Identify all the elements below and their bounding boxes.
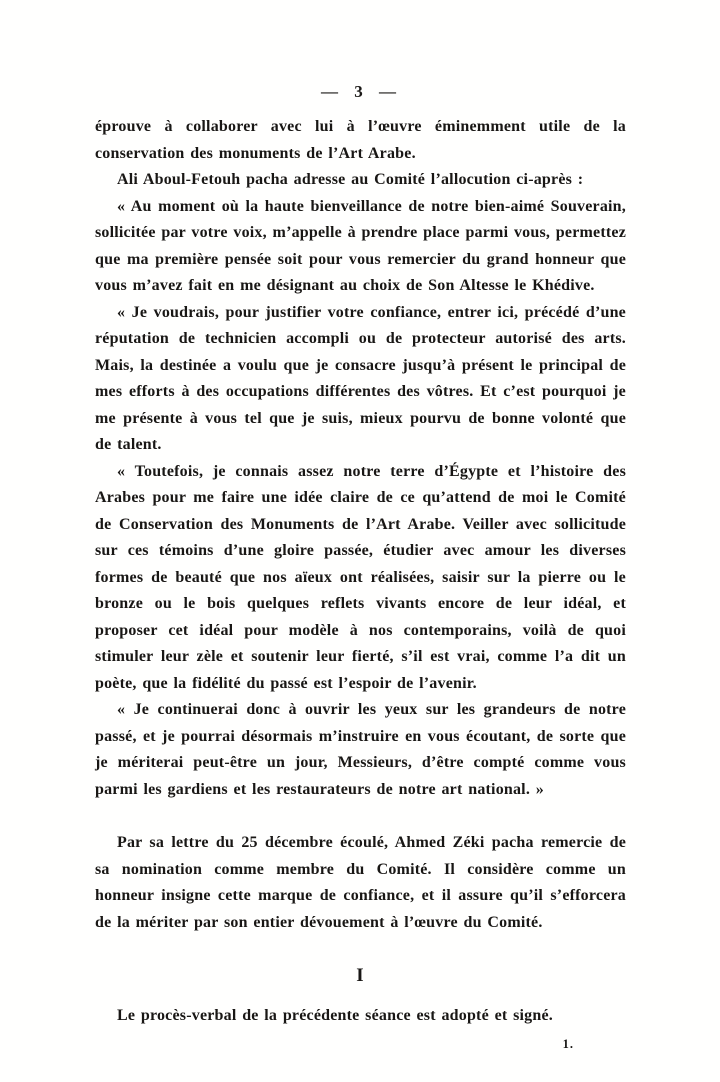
page-number-header: — 3 — — [321, 82, 399, 101]
signature-mark: 1. — [562, 1037, 574, 1051]
section-heading-numeral: I — [356, 965, 365, 986]
page-body — [95, 114, 626, 1058]
paragraph-quote-je-continuerai: « Je continuerai donc à ouvrir les yeux sur les grandeurs de notre passé, et je pourrai désormais m’instruire en vous écoutant, de sorte que je mériterai peut-être un jour, Messieurs, d’être compté comme vous parmi les gardiens et les restaurateurs de notre art national. » — [95, 701, 626, 798]
paragraph-quote-au-moment: « Au moment où la haute bienveillance de notre bien-aimé Souverain, sollicitée par votre voix, m’appelle à prendre place parmi vous, permettez que ma première pensée soit pour vous remercier du grand honneur que vous m’avez fait en me désignant au choix de Son Altesse le Khédive. — [95, 197, 626, 294]
paragraph-continuation: éprouve à collaborer avec lui à l’œuvre éminemment utile de la conservation des monuments de l’Art Arabe. — [95, 118, 626, 162]
closing-line: Le procès-verbal de la précédente séance est adopté et signé. — [117, 1006, 553, 1024]
paragraph-quote-toutefois: « Toutefois, je connais assez notre terre d’Égypte et l’histoire des Arabes pour me faire une idée claire de ce qu’attend de moi le Comité de Conservation des Monuments de l’Art Arabe. Veiller avec sollicitude sur ces témoins d’une gloire passée, étudier avec amour les diverses formes de beauté que nos aïeux ont réalisées, saisir sur la pierre ou le bronze ou le bois quelques reflets vivants encore de leur idéal, et proposer cet idéal pour modèle à nos contemporains, voilà de quoi stimuler leur zèle et soutenir leur fierté, s’il est vrai, comme l’a dit un poète, que la fidélité du passé est l’espoir de l’avenir. — [95, 462, 626, 692]
paragraph-ahmed-zeki: Par sa lettre du 25 décembre écoulé, Ahmed Zéki pacha remercie de sa nomination comme membre du Comité. Il considère comme un honneur insigne cette marque de confiance, et il assure qu’il s’efforcera de la mériter par son entier dévouement à l’œuvre du Comité. — [95, 834, 626, 931]
paragraph-quote-je-voudrais: « Je voudrais, pour justifier votre confiance, entrer ici, précédé d’une réputation de technicien accompli ou de protecteur autorisé des arts. Mais, la destinée a voulu que je consacre jusqu’à présent le principal de mes efforts à des occupations différentes des vôtres. Et c’est pourquoi je me présente à vous tel que je suis, mieux pourvu de bonne volonté que de talent. — [95, 303, 626, 453]
paragraph-intro-allocution: Ali Aboul-Fetouh pacha adresse au Comité l’allocution ci-après : — [117, 171, 584, 188]
